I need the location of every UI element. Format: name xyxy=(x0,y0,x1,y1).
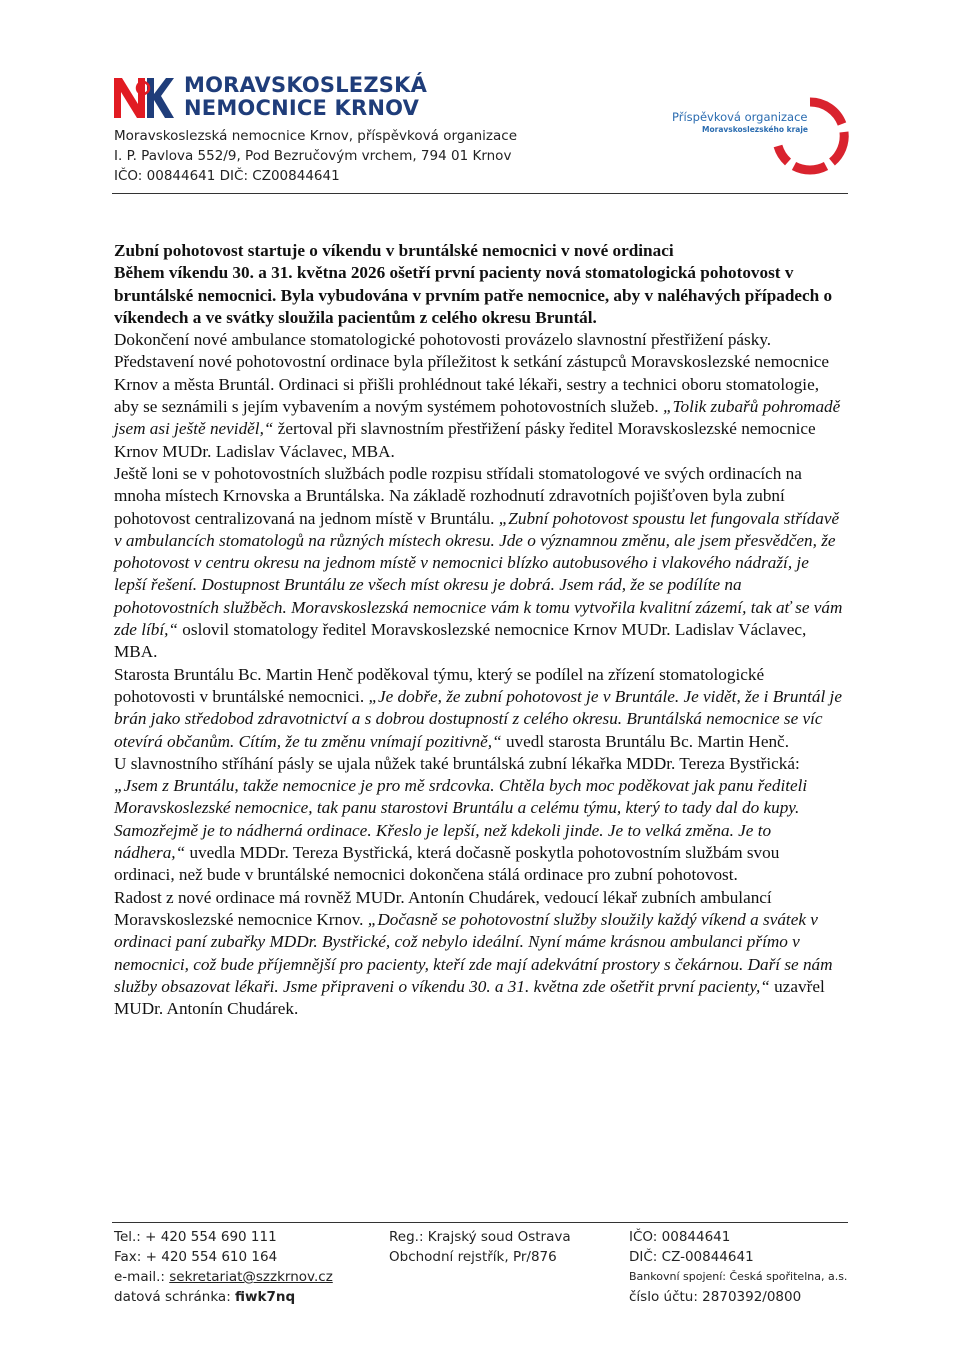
header-divider xyxy=(112,193,848,194)
footer-registry xyxy=(389,1227,571,1267)
footer-databox-label: datová schránka: xyxy=(114,1289,236,1305)
footer-fax: Fax: + 420 554 610 164 xyxy=(114,1249,278,1265)
paragraph-1-text-a: Dokončení nové ambulance stomatologické pohotovosti provázelo slavnostní přestřižení pásky. Představení nové pohotovostní ordinace byla příležitost k setkání zástupců Moravskoslezské nemocnice Krnov a města Bruntál. Ordinaci si přišli prohlédnout také lékaři, sestry a technici oboru stomatologie, aby se seznámili s jejím vybavením a novým systémem pohotovostních služeb. xyxy=(114,330,830,417)
footer-reg-number: Obchodní rejstřík, Pr/876 xyxy=(389,1249,557,1265)
paragraph-1-quote: „Tolik zubařů pohromadě jsem asi ještě neviděl,“ xyxy=(114,397,841,439)
region-circle-icon xyxy=(770,96,850,176)
footer-databox-id: fiwk7nq xyxy=(235,1289,296,1305)
region-logo-line-1: Příspěvková organizace xyxy=(672,110,808,124)
paragraph-3-text-a: Starosta Bruntálu Bc. Martin Henč poděkoval týmu, který se podílel na zřízení stomatologické pohotovosti v bruntálské nemocnici. xyxy=(114,664,765,706)
logo-text xyxy=(184,74,427,120)
paragraph-3-text-b: uvedl starosta Bruntálu Bc. Martin Henč. xyxy=(501,731,789,751)
paragraph-4-text-a: U slavnostního stříhání pásly se ujala nůžek také bruntálská zubní lékařka MDDr. Tereza Bystřická: xyxy=(114,753,800,773)
paragraph-2 xyxy=(114,463,844,664)
region-logo xyxy=(668,96,853,174)
nk-logo-icon xyxy=(112,74,174,120)
region-logo-line-2: Moravskoslezského kraje xyxy=(702,125,808,134)
paragraph-5-text-b: uzavřel MUDr. Antonín Chudárek. xyxy=(114,976,825,1019)
paragraph-3 xyxy=(114,664,844,753)
paragraph-2-text-b: oslovil stomatology ředitel Moravskoslezské nemocnice Krnov MUDr. Ladislav Václavec, MBA. xyxy=(114,620,807,662)
paragraph-3-quote: „Je dobře, že zubní pohotovost je v Bruntále. Je vidět, že i Bruntál je brán jako středobod zdravotnictví a s dobrou dostupností z celého okresu. Bruntálská nemocnice se víc otevírá občanům. Cítím, že tu změnu vnímají pozitivně,“ xyxy=(114,686,842,751)
paragraph-1 xyxy=(114,329,844,463)
footer-email-row xyxy=(114,1267,333,1287)
article-title: Zubní pohotovost startuje o víkendu v bruntálské nemocnici v nové ordinaci xyxy=(114,241,674,260)
paragraph-1-text-b: žertoval při slavnostním přestřižení pásky ředitel Moravskoslezské nemocnice Krnov MUDr. Ladislav Václavec, MBA. xyxy=(114,419,816,461)
paragraph-4-quote: „Jsem z Bruntálu, takže nemocnice je pro mě srdcovka. Chtěla bych moc poděkovat jak panu řediteli Moravskoslezské nemocnice, tak panu starostovi Bruntálu a celému týmu, který to tady dal do kupy. Samozřejmě je to nádherná ordinace. Křeslo je lepší, než kdekoli jinde. Je to velká změna. Je to nádhera,“ xyxy=(114,776,808,863)
paragraph-5 xyxy=(114,887,844,1021)
footer-ids xyxy=(629,1227,847,1307)
footer-contact xyxy=(114,1227,333,1307)
footer-email-label: e-mail.: xyxy=(114,1269,170,1285)
paragraph-2-text-a: Ještě loni se v pohotovostních službách podle rozpisu střídali stomatologové ve svých ordinacích na mnoha místech Krnovska a Bruntálska. Na základě rozhodnutí zdravotních pojišťoven byla zubní pohotovost centralizovaná na jednom místě v Bruntálu. xyxy=(114,463,802,528)
footer-bank: Bankovní spojení: Česká spořitelna, a.s. xyxy=(629,1270,848,1283)
footer-email-link[interactable]: sekretariat@szzkrnov.cz xyxy=(169,1269,333,1285)
footer-account: číslo účtu: 2870392/0800 xyxy=(629,1289,802,1305)
article-lead: Během víkendu 30. a 31. května 2026 ošetří první pacienty nová stomatologická pohotovost v bruntálské nemocnici. Byla vybudována v prvním patře nemocnice, aby v naléhavých případech o víkendech a ve svátky sloužila pacientům z celého okresu Bruntál. xyxy=(114,263,833,327)
footer-ico: IČO: 00844641 xyxy=(629,1229,731,1245)
header-address: I. P. Pavlova 552/9, Pod Bezručovým vrchem, 794 01 Krnov xyxy=(114,148,512,164)
paragraph-5-quote: „Dočasně se pohotovostní služby sloužily každý víkend a svátek v ordinaci paní zubařky MDDr. Bystřické, což nebylo ideální. Nyní máme krásnou ambulanci přímo v nemocnici, což bude příjemnější pro pacienty, kteří zde mají adekvátní prostory s čekárnou. Daří se nám služby obsazovat lékaři. Jsme připraveni o víkendu 30. a 31. května zde ošetřit první pacienty,“ xyxy=(114,909,833,996)
footer-databox-row xyxy=(114,1287,333,1307)
header-org-name: Moravskoslezská nemocnice Krnov, příspěvková organizace xyxy=(114,128,518,144)
header-ids: IČO: 00844641 DIČ: CZ00844641 xyxy=(114,168,340,184)
paragraph-2-quote: „Zubní pohotovost spoustu let fungovala střídavě v ambulancích stomatologů na různých místech okresu. Jde o významnou změnu, ale jsem přesvědčen, že pohotovost v centru okresu na jednom místě v nemocnici blízko autobusového i vlakového nádraží, je lepší řešení. Dostupnost Bruntálu ze všech míst okresu je dobrá. Jsem rád, že se podílíte na pohotovostních služběch. Moravskoslezská nemocnice vám k tomu vytvořila kvalitní zázemí, tak ať se vám zde líbí,“ xyxy=(114,508,843,640)
footer-divider xyxy=(112,1222,848,1223)
article xyxy=(114,240,844,1020)
logo-line-2: NEMOCNICE KRNOV xyxy=(184,96,420,120)
footer-reg-court: Reg.: Krajský soud Ostrava xyxy=(389,1229,571,1245)
paragraph-5-text-a: Radost z nové ordinace má rovněž MUDr. Antonín Chudárek, vedoucí lékař zubních ambulancí Moravskoslezské nemocnice Krnov. xyxy=(114,887,772,929)
footer-tel: Tel.: + 420 554 690 111 xyxy=(114,1229,277,1245)
footer-dic: DIČ: CZ-00844641 xyxy=(629,1249,754,1265)
hospital-logo xyxy=(112,72,428,124)
logo-line-1: MORAVSKOSLEZSKÁ xyxy=(184,73,428,97)
paragraph-4 xyxy=(114,753,844,887)
paragraph-4-text-b: uvedla MDDr. Tereza Bystřická, která dočasně poskytla pohotovostním službám svou ordinaci, než bude v bruntálské nemocnici dokončena stálá ordinace pro zubní pohotovost. xyxy=(114,843,780,885)
